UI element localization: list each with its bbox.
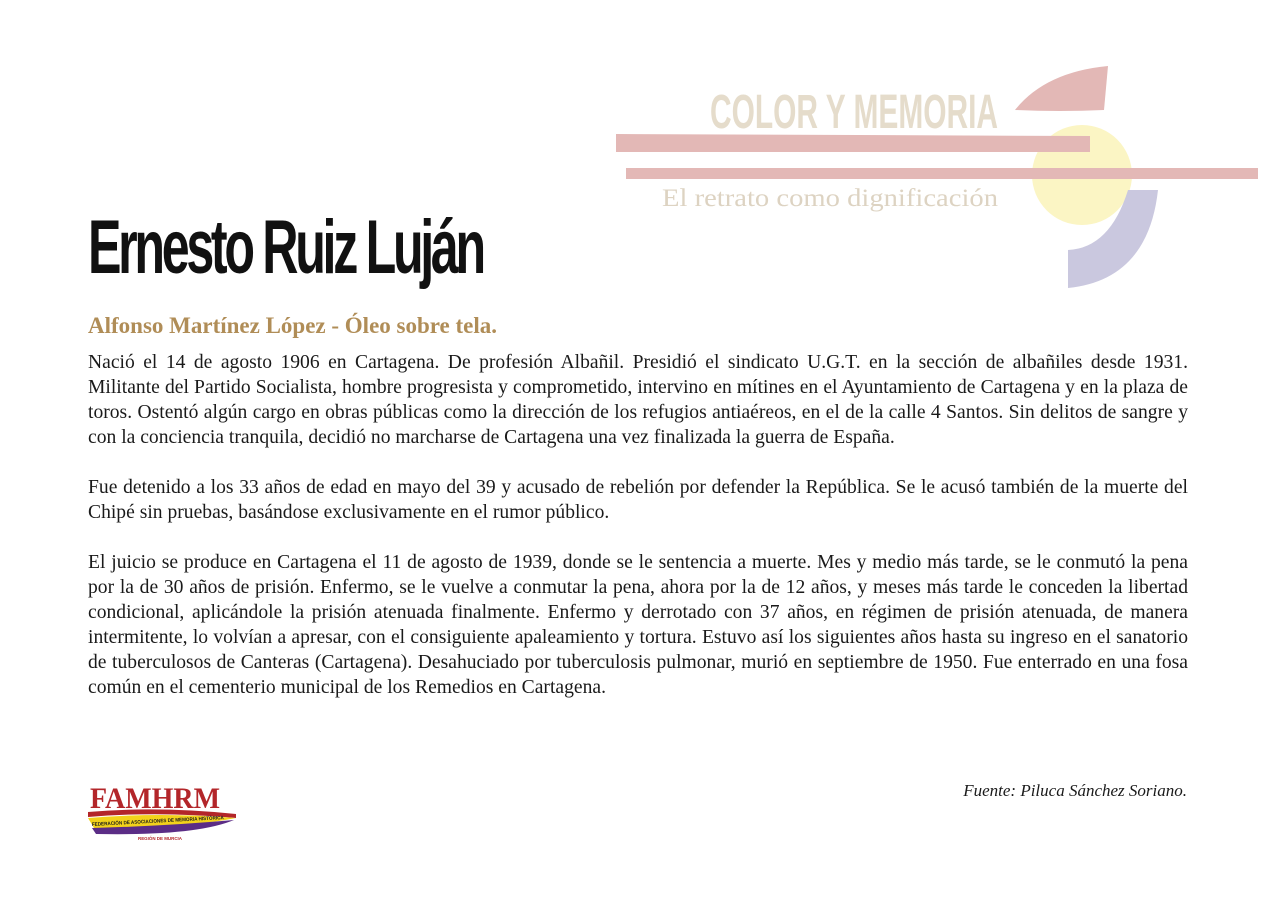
exhibition-subtitle: El retrato como dignificación: [662, 185, 999, 212]
person-name: Ernesto Ruiz Luján: [88, 205, 483, 290]
biography: [88, 350, 1188, 725]
source-credit: Fuente: Piluca Sánchez Soriano.: [963, 781, 1187, 800]
famhrm-logo: [86, 776, 242, 844]
logo-acronym: FAMHRM: [90, 782, 220, 815]
rose-bar-lower: [626, 168, 1258, 179]
biography-paragraph: Fue detenido a los 33 años de edad en mayo del 39 y acusado de rebelión por defender la República. Se le acusó también de la muerte del Chipé sin pruebas, basándose exclusivamente en el rumor público.: [88, 477, 1188, 523]
logo-federation-name: FEDERACIÓN DE ASOCIACIONES DE MEMORIA HISTÓRICA: [91, 814, 236, 828]
exhibition-title: COLOR Y MEMORIA: [710, 86, 998, 139]
logo-region: REGIÓN DE MURCIA: [138, 836, 183, 841]
rose-arc-shape: [1015, 66, 1108, 111]
biography-paragraph: El juicio se produce en Cartagena el 11 de agosto de 1939, donde se le sentencia a muerte. Mes y medio más tarde, se le conmutó la pena por la de 30 años de prisión. Enfermo, se le vuelve a conmutar la pena, ahora por la de 12 años, y meses más tarde le conceden la libertad condicional, aplicándole la prisión atenuada finalmente. Enfermo y derrotado con 37 años, en régimen de prisión atenuada, de manera intermitente, lo volvían a apresar, con el consiguiente apaleamiento y tortura. Estuvo así los siguientes años hasta su ingreso en el sanatorio de tuberculosos de Canteras (Cartagena). Desahuciado por tuberculosis pulmonar, murió en septiembre de 1950. Fue enterrado en una fosa común en el cementerio municipal de los Remedios en Cartagena.: [88, 552, 1188, 698]
artwork-credit: Alfonso Martínez López - Óleo sobre tela.: [88, 313, 498, 338]
biography-paragraph: Nació el 14 de agosto 1906 en Cartagena. De profesión Albañil. Presidió el sindicato U.G.T. en la sección de albañiles desde 1931. Militante del Partido Socialista, hombre progresista y comprometido, intervino en mítines en el Ayuntamiento de Cartagena y en la plaza de toros. Ostentó algún cargo en obras públicas como la dirección de los refugios antiaéreos, en el de la calle 4 Santos. Sin delitos de sangre y con la conciencia tranquila, decidió no marcharse de Cartagena una vez finalizada la guerra de España.: [88, 352, 1188, 448]
